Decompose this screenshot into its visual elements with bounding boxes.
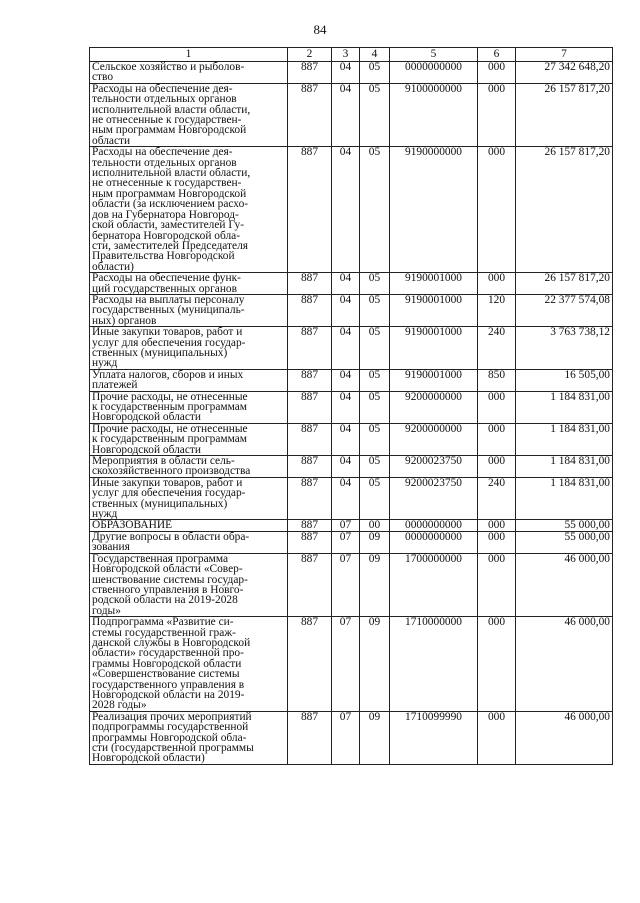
row-expense-type-cell: 240	[478, 327, 516, 370]
row-code-cell: 887	[288, 83, 332, 146]
column-header: 3	[332, 48, 360, 62]
row-amount-cell: 1 184 831,00	[516, 456, 613, 478]
row-code-cell: 887	[288, 294, 332, 326]
row-expense-type-cell: 000	[478, 520, 516, 531]
table-row	[90, 531, 613, 553]
row-target-article-cell: 0000000000	[390, 531, 478, 553]
row-amount-cell: 26 157 817,20	[516, 273, 613, 295]
row-expense-type-cell: 000	[478, 531, 516, 553]
column-header: 6	[478, 48, 516, 62]
table-body	[90, 62, 613, 765]
row-target-article-cell: 9190001000	[390, 294, 478, 326]
row-section-cell: 04	[332, 369, 360, 391]
row-section-cell: 04	[332, 456, 360, 478]
row-expense-type-cell: 000	[478, 83, 516, 146]
row-section-cell: 04	[332, 391, 360, 423]
row-name-cell: Сельское хозяйство и рыболов- ство	[90, 62, 288, 84]
table-row	[90, 62, 613, 84]
row-code-cell: 887	[288, 62, 332, 84]
row-amount-cell: 26 157 817,20	[516, 147, 613, 273]
row-code-cell: 887	[288, 391, 332, 423]
row-code-cell: 887	[288, 553, 332, 616]
row-target-article-cell: 0000000000	[390, 520, 478, 531]
row-code-cell: 887	[288, 617, 332, 712]
table-row	[90, 423, 613, 455]
row-name-cell: Другие вопросы в области обра- зования	[90, 531, 288, 553]
row-name-cell: Реализация прочих мероприятий подпрограммы государственной программы Новгородской обла- сти (государственной программы Новгородской области)	[90, 711, 288, 764]
row-amount-cell: 16 505,00	[516, 369, 613, 391]
row-section-cell: 04	[332, 83, 360, 146]
table-row	[90, 327, 613, 370]
table-row	[90, 147, 613, 273]
row-section-cell: 07	[332, 553, 360, 616]
row-name-cell: ОБРАЗОВАНИЕ	[90, 520, 288, 531]
table-row	[90, 711, 613, 764]
budget-table	[89, 47, 613, 765]
row-expense-type-cell: 000	[478, 553, 516, 616]
row-amount-cell: 55 000,00	[516, 531, 613, 553]
row-target-article-cell: 9200023750	[390, 477, 478, 520]
row-amount-cell: 1 184 831,00	[516, 423, 613, 455]
row-amount-cell: 46 000,00	[516, 553, 613, 616]
row-target-article-cell: 9200000000	[390, 423, 478, 455]
row-code-cell: 887	[288, 147, 332, 273]
row-subsection-cell: 05	[360, 83, 390, 146]
row-expense-type-cell: 000	[478, 147, 516, 273]
row-name-cell: Прочие расходы, не отнесенные к государственным программам Новгородской области	[90, 423, 288, 455]
row-code-cell: 887	[288, 711, 332, 764]
row-code-cell: 887	[288, 531, 332, 553]
row-subsection-cell: 05	[360, 391, 390, 423]
row-expense-type-cell: 240	[478, 477, 516, 520]
row-target-article-cell: 9200023750	[390, 456, 478, 478]
row-name-cell: Расходы на обеспечение дея- тельности отдельных органов исполнительной власти области, не отнесенные к государствен- ным программам Новгородской области	[90, 83, 288, 146]
row-subsection-cell: 00	[360, 520, 390, 531]
table-row	[90, 294, 613, 326]
row-section-cell: 04	[332, 62, 360, 84]
row-subsection-cell: 09	[360, 711, 390, 764]
row-name-cell: Прочие расходы, не отнесенные к государственным программам Новгородской области	[90, 391, 288, 423]
row-subsection-cell: 05	[360, 369, 390, 391]
row-expense-type-cell: 000	[478, 711, 516, 764]
row-amount-cell: 27 342 648,20	[516, 62, 613, 84]
column-header: 5	[390, 48, 478, 62]
row-name-cell: Мероприятия в области сель- скохозяйственного производства	[90, 456, 288, 478]
table-row	[90, 456, 613, 478]
row-amount-cell: 55 000,00	[516, 520, 613, 531]
row-target-article-cell: 9200000000	[390, 391, 478, 423]
row-amount-cell: 1 184 831,00	[516, 477, 613, 520]
row-name-cell: Уплата налогов, сборов и иных платежей	[90, 369, 288, 391]
row-subsection-cell: 09	[360, 617, 390, 712]
row-name-cell: Подпрограмма «Развитие си- стемы государственной граж- данской службы в Новгородской области» государственной про- граммы Новгородской области «Совершенствование системы государственного управления в Новгородской области на 2019- 2028 годы»	[90, 617, 288, 712]
row-subsection-cell: 09	[360, 553, 390, 616]
row-code-cell: 887	[288, 273, 332, 295]
row-subsection-cell: 05	[360, 456, 390, 478]
row-subsection-cell: 09	[360, 531, 390, 553]
row-section-cell: 04	[332, 423, 360, 455]
row-subsection-cell: 05	[360, 273, 390, 295]
row-subsection-cell: 05	[360, 62, 390, 84]
header-row	[90, 48, 613, 62]
page-number: 84	[313, 22, 327, 37]
row-target-article-cell: 9190001000	[390, 369, 478, 391]
row-expense-type-cell: 000	[478, 423, 516, 455]
row-section-cell: 07	[332, 520, 360, 531]
row-code-cell: 887	[288, 520, 332, 531]
row-subsection-cell: 05	[360, 147, 390, 273]
row-target-article-cell: 9190001000	[390, 327, 478, 370]
row-amount-cell: 46 000,00	[516, 711, 613, 764]
table-row	[90, 617, 613, 712]
row-amount-cell: 46 000,00	[516, 617, 613, 712]
row-expense-type-cell: 000	[478, 273, 516, 295]
row-expense-type-cell: 000	[478, 456, 516, 478]
row-name-cell: Иные закупки товаров, работ и услуг для обеспечения государ- ственных (муниципальных) нужд	[90, 477, 288, 520]
row-subsection-cell: 05	[360, 477, 390, 520]
row-amount-cell: 22 377 574,08	[516, 294, 613, 326]
row-amount-cell: 1 184 831,00	[516, 391, 613, 423]
row-target-article-cell: 1710099990	[390, 711, 478, 764]
column-header: 7	[516, 48, 613, 62]
column-header: 1	[90, 48, 288, 62]
row-section-cell: 04	[332, 147, 360, 273]
row-code-cell: 887	[288, 327, 332, 370]
row-expense-type-cell: 120	[478, 294, 516, 326]
row-expense-type-cell: 850	[478, 369, 516, 391]
row-name-cell: Иные закупки товаров, работ и услуг для обеспечения государ- ственных (муниципальных) нужд	[90, 327, 288, 370]
row-expense-type-cell: 000	[478, 62, 516, 84]
table-row	[90, 369, 613, 391]
row-subsection-cell: 05	[360, 327, 390, 370]
table-row	[90, 83, 613, 146]
row-expense-type-cell: 000	[478, 391, 516, 423]
table-row	[90, 391, 613, 423]
row-target-article-cell: 9190001000	[390, 273, 478, 295]
row-target-article-cell: 1700000000	[390, 553, 478, 616]
row-section-cell: 04	[332, 477, 360, 520]
row-name-cell: Расходы на выплаты персоналу государственных (муниципаль- ных) органов	[90, 294, 288, 326]
row-target-article-cell: 1710000000	[390, 617, 478, 712]
row-name-cell: Расходы на обеспечение дея- тельности отдельных органов исполнительной власти области, не отнесенные к государствен- ным программам Новгородской области (за исключением расхо- дов на Губернатора Новгород- ской области, заместителей Гу- бернатора Новгородской обла- сти, заместителей Председателя Правительства Новгородской области)	[90, 147, 288, 273]
row-target-article-cell: 9190000000	[390, 147, 478, 273]
row-expense-type-cell: 000	[478, 617, 516, 712]
column-header: 2	[288, 48, 332, 62]
row-subsection-cell: 05	[360, 294, 390, 326]
row-name-cell: Расходы на обеспечение функ- ций государственных органов	[90, 273, 288, 295]
row-code-cell: 887	[288, 456, 332, 478]
row-name-cell: Государственная программа Новгородской области «Совер- шенствование системы государ- ственного управления в Новго- родской области на 2019-2028 годы»	[90, 553, 288, 616]
column-header: 4	[360, 48, 390, 62]
row-section-cell: 07	[332, 531, 360, 553]
row-section-cell: 07	[332, 617, 360, 712]
row-section-cell: 04	[332, 327, 360, 370]
row-amount-cell: 3 763 738,12	[516, 327, 613, 370]
row-target-article-cell: 9100000000	[390, 83, 478, 146]
row-target-article-cell: 0000000000	[390, 62, 478, 84]
row-code-cell: 887	[288, 423, 332, 455]
row-section-cell: 07	[332, 711, 360, 764]
table-row	[90, 553, 613, 616]
row-code-cell: 887	[288, 369, 332, 391]
table-row	[90, 520, 613, 531]
row-code-cell: 887	[288, 477, 332, 520]
row-amount-cell: 26 157 817,20	[516, 83, 613, 146]
table-row	[90, 273, 613, 295]
row-section-cell: 04	[332, 273, 360, 295]
table-row	[90, 477, 613, 520]
row-subsection-cell: 05	[360, 423, 390, 455]
row-section-cell: 04	[332, 294, 360, 326]
